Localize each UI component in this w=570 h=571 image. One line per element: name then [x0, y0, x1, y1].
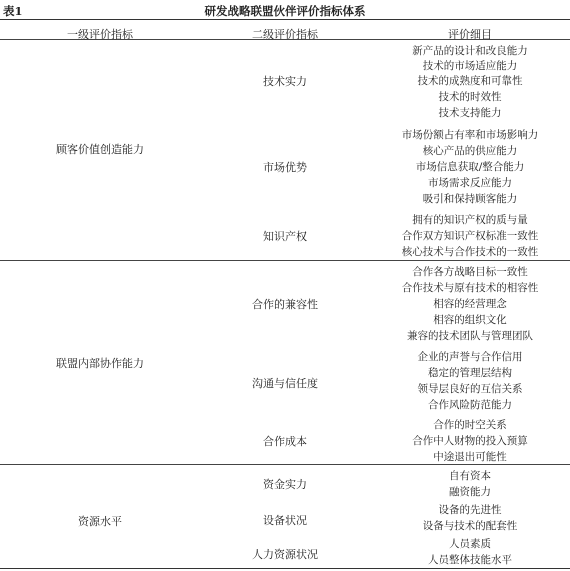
detail-item: 设备与技术的配套性: [422, 520, 518, 532]
level2-cell: 知识产权: [263, 230, 307, 243]
level2-cell: 资金实力: [263, 478, 307, 491]
detail-item: 合作技术与原有技术的相容性: [401, 282, 539, 294]
detail-item: 企业的声誉与合作信用: [417, 351, 523, 363]
detail-item: 市场需求反应能力: [428, 177, 512, 189]
level2-cell: 合作的兼容性: [252, 298, 318, 311]
detail-item: 拥有的知识产权的质与量: [412, 214, 528, 226]
detail-item: 相容的组织文化: [433, 314, 507, 326]
header-rule: [0, 39, 570, 40]
detail-item: 人员整体技能水平: [428, 554, 512, 566]
bottom-rule: [0, 568, 570, 569]
detail-item: 相容的经营理念: [433, 298, 507, 310]
detail-item: 合作的时空关系: [433, 419, 507, 431]
header-level2: 二级评价指标: [252, 28, 318, 41]
table-title: 研发战略联盟伙伴评价指标体系: [204, 4, 366, 18]
level2-cell: 合作成本: [263, 435, 307, 448]
detail-item: 稳定的管理层结构: [428, 367, 512, 379]
detail-item: 合作双方知识产权标准一致性: [401, 230, 539, 242]
table-label: 表1: [3, 4, 23, 18]
detail-item: 核心产品的供应能力: [422, 145, 518, 157]
detail-item: 吸引和保持顾客能力: [422, 193, 518, 205]
detail-item: 兼容的技术团队与管理团队: [407, 330, 533, 342]
detail-item: 合作各方战略目标一致性: [412, 266, 528, 278]
detail-item: 核心技术与合作技术的一致性: [401, 246, 539, 258]
detail-item: 融资能力: [449, 486, 491, 498]
level1-cell: 资源水平: [78, 515, 122, 528]
level1-cell: 联盟内部协作能力: [56, 357, 144, 370]
header-level1: 一级评价指标: [67, 28, 133, 41]
detail-item: 新产品的设计和改良能力: [412, 45, 528, 57]
top-rule: [0, 19, 570, 20]
detail-item: 合作中人财物的投入预算: [412, 435, 528, 447]
detail-item: 市场份额占有率和市场影响力: [401, 129, 539, 141]
detail-item: 技术支持能力: [438, 107, 502, 119]
header-details: 评价细目: [448, 28, 492, 41]
level2-cell: 沟通与信任度: [252, 377, 318, 390]
detail-item: 合作风险防范能力: [428, 399, 512, 411]
detail-item: 市场信息获取/整合能力: [415, 161, 525, 173]
group-rule: [0, 464, 570, 465]
level2-cell: 人力资源状况: [252, 548, 318, 561]
level2-cell: 技术实力: [263, 75, 307, 88]
detail-item: 设备的先进性: [438, 504, 502, 516]
detail-item: 中途退出可能性: [433, 451, 507, 463]
detail-item: 技术的时效性: [438, 91, 502, 103]
detail-item: 技术的成熟度和可靠性: [417, 75, 523, 87]
detail-item: 领导层良好的互信关系: [417, 383, 523, 395]
detail-item: 自有资本: [449, 470, 491, 482]
detail-item: 人员素质: [449, 538, 491, 550]
level2-cell: 市场优势: [263, 161, 307, 174]
group-rule: [0, 260, 570, 261]
detail-item: 技术的市场适应能力: [422, 60, 518, 72]
level1-cell: 顾客价值创造能力: [56, 143, 144, 156]
level2-cell: 设备状况: [263, 514, 307, 527]
